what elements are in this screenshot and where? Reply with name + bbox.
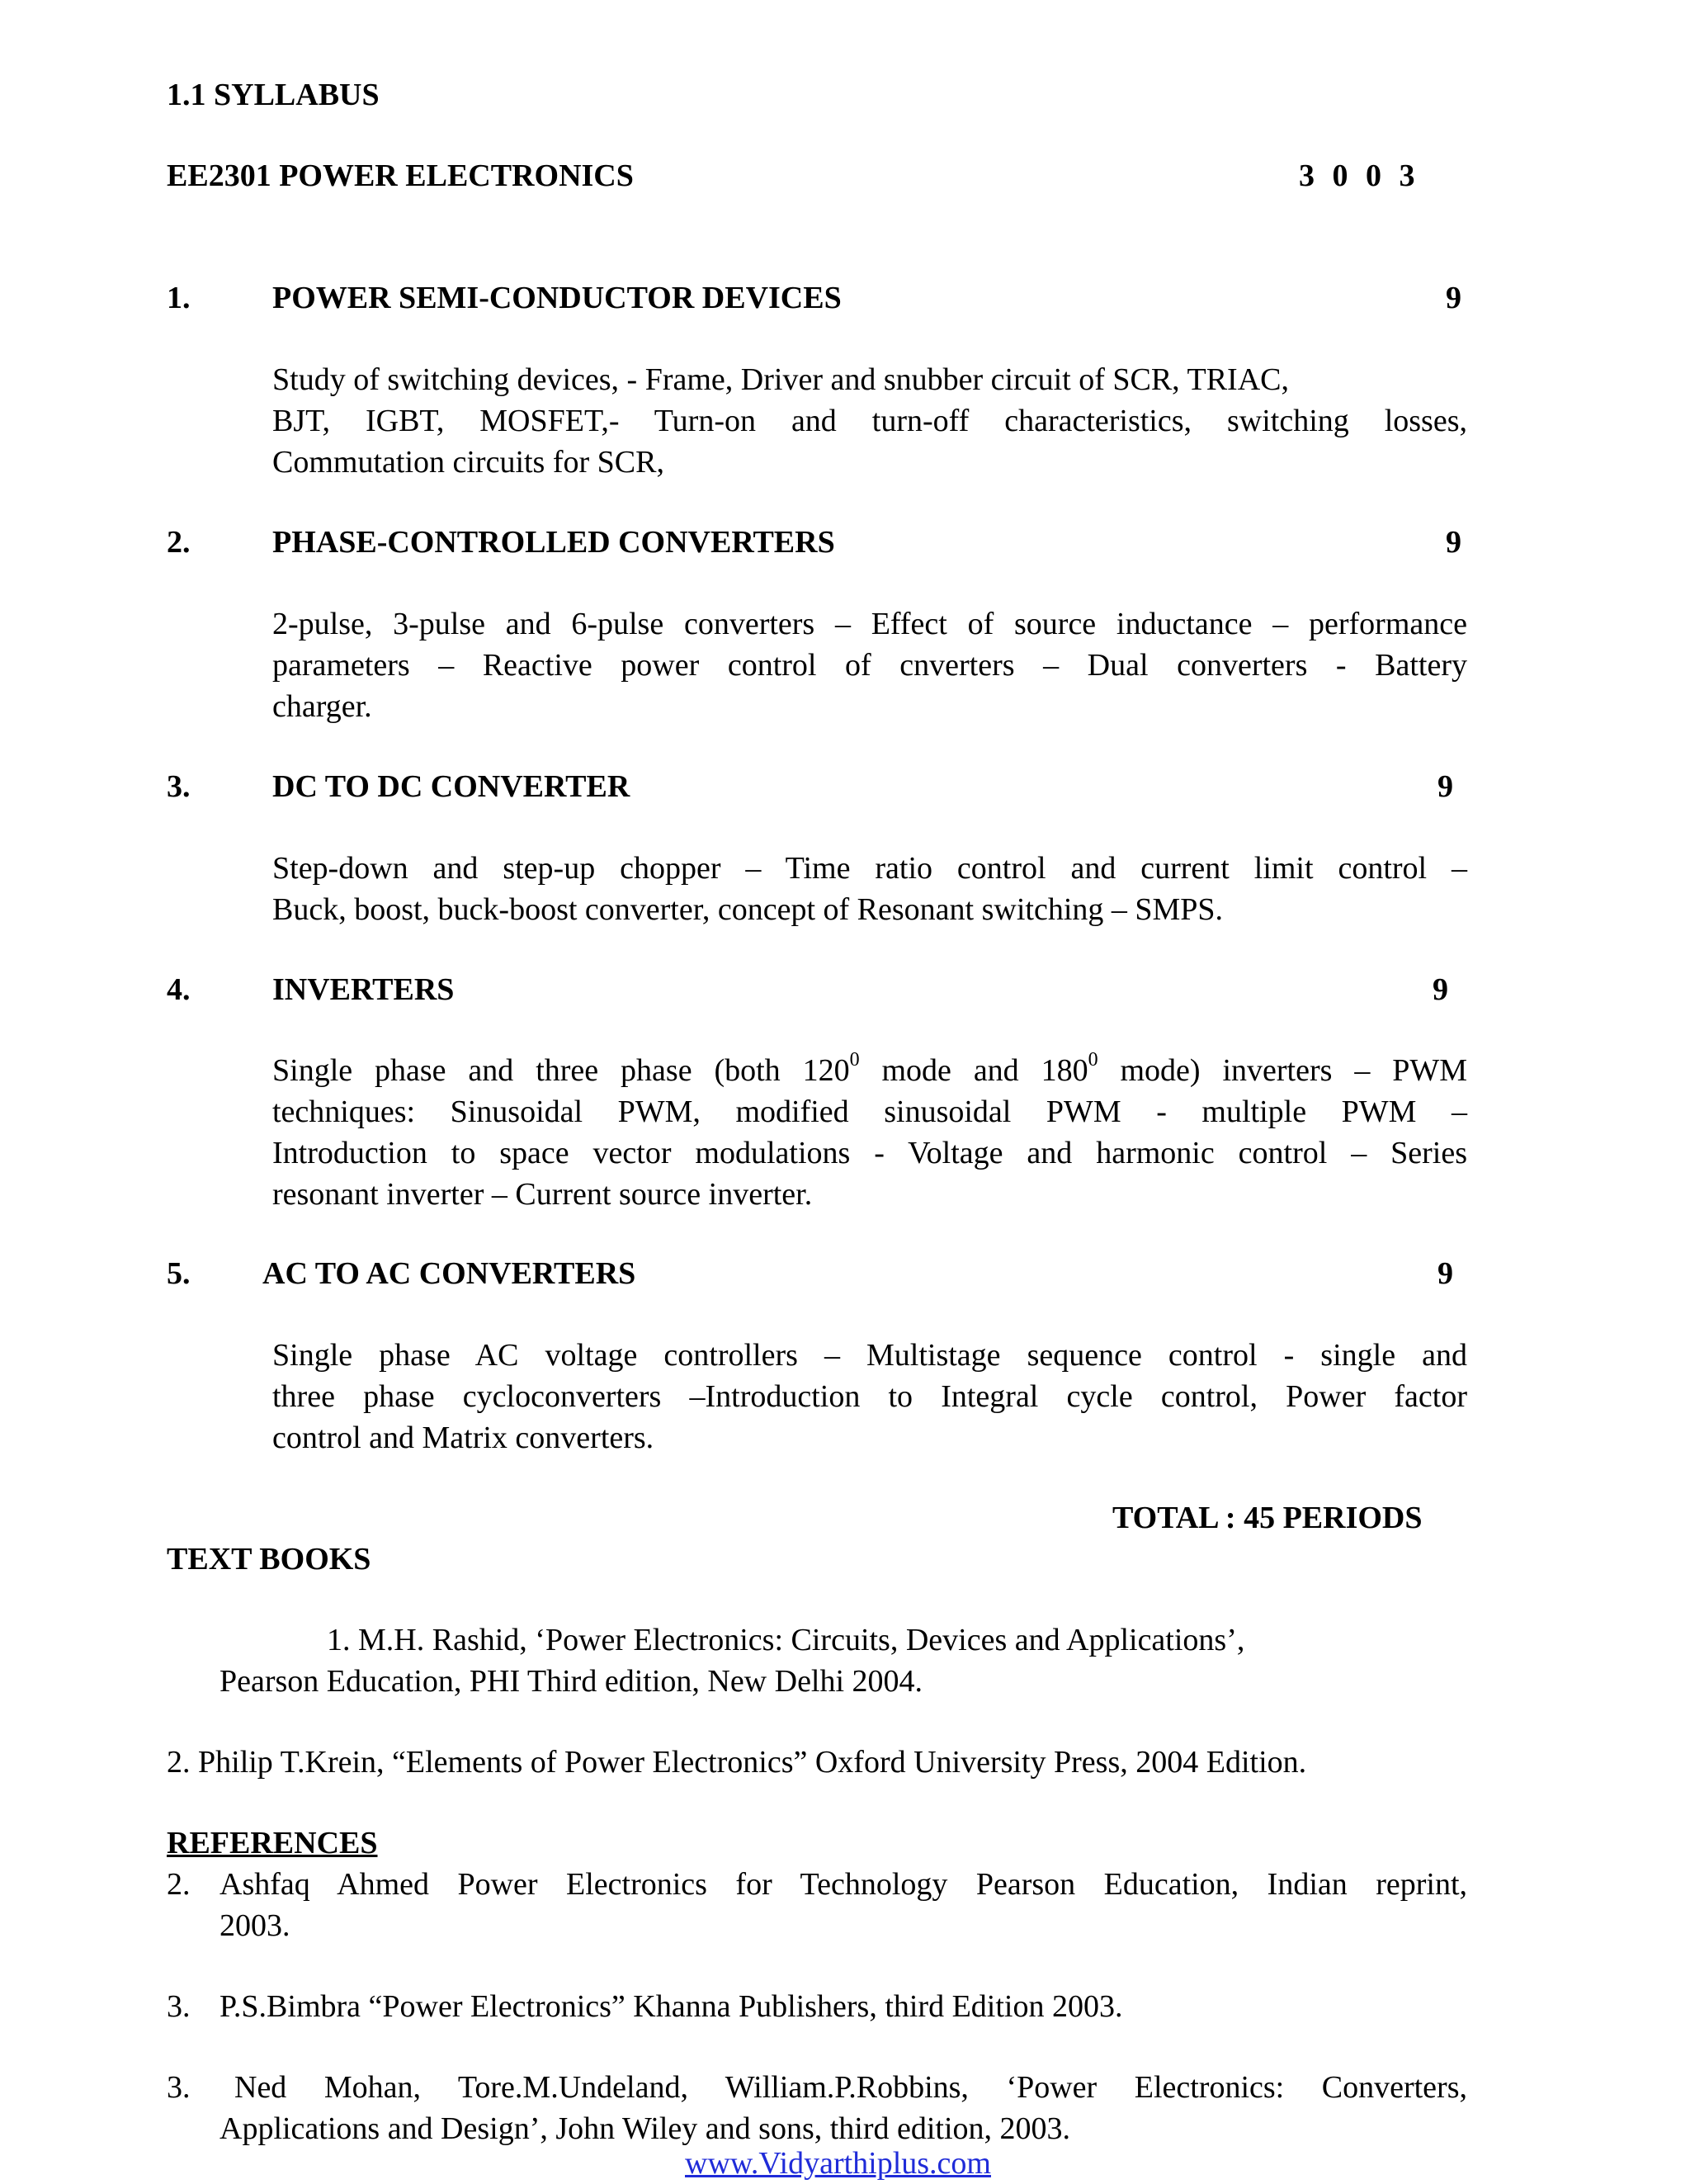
unit-5-line: control and Matrix converters. [272,1421,654,1455]
degree-superscript: 0 [849,1049,860,1071]
reference-number: 3. [167,2070,191,2105]
unit-1-description [272,359,1467,483]
reference-3 [234,2067,1467,2108]
degree-superscript: 0 [1088,1049,1098,1071]
reference-2: P.S.Bimbra “Power Electronics” Khanna Publishers, third Edition 2003. [220,1989,1123,2024]
unit-3-number: 3. [167,769,191,804]
unit-1-line: Study of switching devices, - Frame, Driver and snubber circuit of SCR, TRIAC, [272,362,1289,397]
unit-4-number: 4. [167,972,191,1007]
unit-4-text: Single phase and three phase (both 120 [272,1053,850,1088]
reference-line: Ned Mohan, Tore.M.Undeland, William.P.Robbins, ‘Power Electronics: Converters, [234,2070,1467,2105]
unit-4-line: resonant inverter – Current source inverter. [272,1177,813,1212]
unit-3-hours: 9 [1437,769,1453,804]
unit-2-description [272,603,1467,727]
unit-5-line: Single phase AC voltage controllers – Multistage sequence control - single and [272,1338,1467,1373]
unit-1-number: 1. [167,281,191,315]
unit-1-hours: 9 [1446,281,1461,315]
unit-4-line [272,1050,1467,1091]
unit-4-line: techniques: Sinusoidal PWM, modified sinusoidal PWM - multiple PWM – [272,1094,1467,1129]
unit-3-description [272,848,1467,930]
footer-website-link[interactable]: www.Vidyarthiplus.com [685,2146,991,2181]
unit-4-description [272,1050,1467,1215]
reference-number: 3. [167,1989,191,2024]
reference-number: 2. [167,1867,191,1902]
reference-3-line-2: Applications and Design’, John Wiley and sons, third edition, 2003. [220,2111,1071,2146]
unit-3-title: DC TO DC CONVERTER [272,769,630,804]
reference-1 [220,1864,1467,1946]
unit-3-line: Buck, boost, buck-boost converter, concept of Resonant switching – SMPS. [272,892,1224,927]
textbook-2: 2. Philip T.Krein, “Elements of Power Electronics” Oxford University Press, 2004 Edition. [167,1745,1307,1780]
unit-1-line: Commutation circuits for SCR, [272,445,664,480]
references-heading: REFERENCES [167,1826,378,1860]
unit-2-number: 2. [167,525,191,560]
course-credits: 3 0 0 3 [1299,158,1420,193]
unit-5-number: 5. [167,1256,191,1291]
unit-2-line: parameters – Reactive power control of cnverters – Dual converters - Battery [272,648,1467,683]
unit-5-title: AC TO AC CONVERTERS [262,1256,636,1291]
unit-5-description [272,1335,1467,1458]
unit-4-line: Introduction to space vector modulations - Voltage and harmonic control – Series [272,1136,1467,1170]
unit-2-line: 2-pulse, 3-pulse and 6-pulse converters – Effect of source inductance – performance [272,607,1467,641]
unit-2-line: charger. [272,689,372,724]
textbook-1-line-2: Pearson Education, PHI Third edition, New Delhi 2004. [220,1664,923,1699]
unit-4-hours: 9 [1433,972,1448,1007]
unit-5-line: three phase cycloconverters –Introduction to Integral cycle control, Power factor [272,1379,1467,1414]
unit-4-text: mode) inverters – PWM [1098,1053,1468,1088]
unit-3-line: Step-down and step-up chopper – Time ratio control and current limit control – [272,851,1467,886]
unit-1-line: BJT, IGBT, MOSFET,- Turn-on and turn-off characteristics, switching losses, [272,404,1467,438]
textbook-1-line-1: 1. M.H. Rashid, ‘Power Electronics: Circuits, Devices and Applications’, [327,1623,1245,1657]
textbooks-heading: TEXT BOOKS [167,1542,371,1577]
reference-line: Ashfaq Ahmed Power Electronics for Technology Pearson Education, Indian reprint, [220,1867,1467,1902]
unit-4-text: mode and 180 [859,1053,1088,1088]
total-periods: TOTAL : 45 PERIODS [1112,1501,1423,1535]
unit-2-hours: 9 [1446,525,1461,560]
page-heading: 1.1 SYLLABUS [167,78,380,112]
course-title: EE2301 POWER ELECTRONICS [167,158,634,193]
reference-line: 2003. [220,1908,290,1943]
unit-2-title: PHASE-CONTROLLED CONVERTERS [272,525,835,560]
unit-4-title: INVERTERS [272,972,455,1007]
unit-5-hours: 9 [1437,1256,1453,1291]
unit-1-title: POWER SEMI-CONDUCTOR DEVICES [272,281,842,315]
